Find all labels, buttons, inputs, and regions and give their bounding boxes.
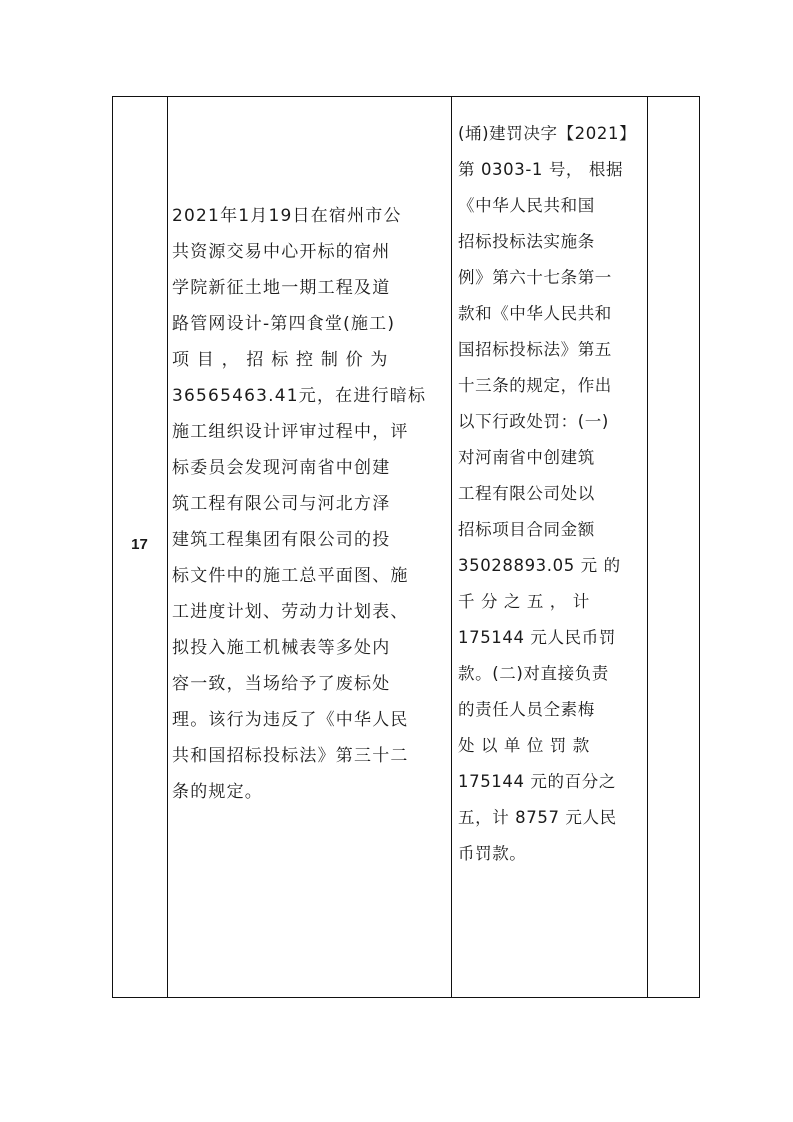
facts-line: 路管网设计-第四食堂(施工) — [172, 314, 396, 334]
decision-line: 以下行政处罚：(一) — [458, 412, 609, 431]
decision-line: 工程有限公司处以 — [458, 484, 595, 503]
column-divider — [167, 96, 168, 998]
facts-line: 条的规定。 — [172, 782, 263, 802]
facts-line: 工进度计划、劳动力计划表、 — [172, 602, 409, 622]
decision-line: 175144 元人民币罚 — [458, 628, 616, 647]
decision-line: 五，计 8757 元人民 — [458, 808, 617, 827]
decision-line: 千 分 之 五 ， 计 — [458, 592, 590, 611]
row-number: 17 — [131, 536, 148, 553]
facts-line: 36565463.41元，在进行暗标 — [172, 386, 427, 406]
decision-line: 十三条的规定，作出 — [458, 376, 612, 395]
violation-facts-cell — [172, 198, 446, 810]
facts-line: 学院新征土地一期工程及道 — [172, 278, 391, 298]
decision-line: 的责任人员仝素梅 — [458, 700, 595, 719]
facts-line: 容一致，当场给予了废标处 — [172, 674, 391, 694]
decision-line: 例》第六十七条第一 — [458, 268, 612, 287]
decision-line: 国招标投标法》第五 — [458, 340, 612, 359]
facts-line: 标文件中的施工总平面图、施 — [172, 566, 409, 586]
facts-line: 项 目 ， 招 标 控 制 价 为 — [172, 350, 389, 370]
decision-line: 招标投标法实施条 — [458, 232, 595, 251]
decision-line: 款和《中华人民共和 — [458, 304, 612, 323]
facts-line: 建筑工程集团有限公司的投 — [172, 530, 391, 550]
decision-line: 处 以 单 位 罚 款 — [458, 736, 590, 755]
decision-line: 35028893.05 元 的 — [458, 556, 621, 575]
facts-line: 拟投入施工机械表等多处内 — [172, 638, 391, 658]
penalty-decision-cell — [458, 116, 642, 872]
column-divider — [451, 96, 452, 998]
decision-line: (埇)建罚决字【2021】 — [458, 124, 637, 143]
facts-line: 2021年1月19日在宿州市公 — [172, 206, 402, 226]
facts-line: 标委员会发现河南省中创建 — [172, 458, 391, 478]
facts-line: 共资源交易中心开标的宿州 — [172, 242, 391, 262]
decision-line: 第 0303-1 号， 根据 — [458, 160, 624, 179]
decision-line: 款。(二)对直接负责 — [458, 664, 609, 683]
column-divider — [647, 96, 648, 998]
facts-line: 筑工程有限公司与河北方泽 — [172, 494, 391, 514]
decision-line: 《中华人民共和国 — [458, 196, 595, 215]
facts-line: 施工组织设计评审过程中，评 — [172, 422, 409, 442]
decision-line: 175144 元的百分之 — [458, 772, 616, 791]
facts-line: 共和国招标投标法》第三十二 — [172, 746, 409, 766]
decision-line: 对河南省中创建筑 — [458, 448, 595, 467]
decision-line: 币罚款。 — [458, 844, 527, 863]
facts-line: 理。该行为违反了《中华人民 — [172, 710, 409, 730]
decision-line: 招标项目合同金额 — [458, 520, 595, 539]
